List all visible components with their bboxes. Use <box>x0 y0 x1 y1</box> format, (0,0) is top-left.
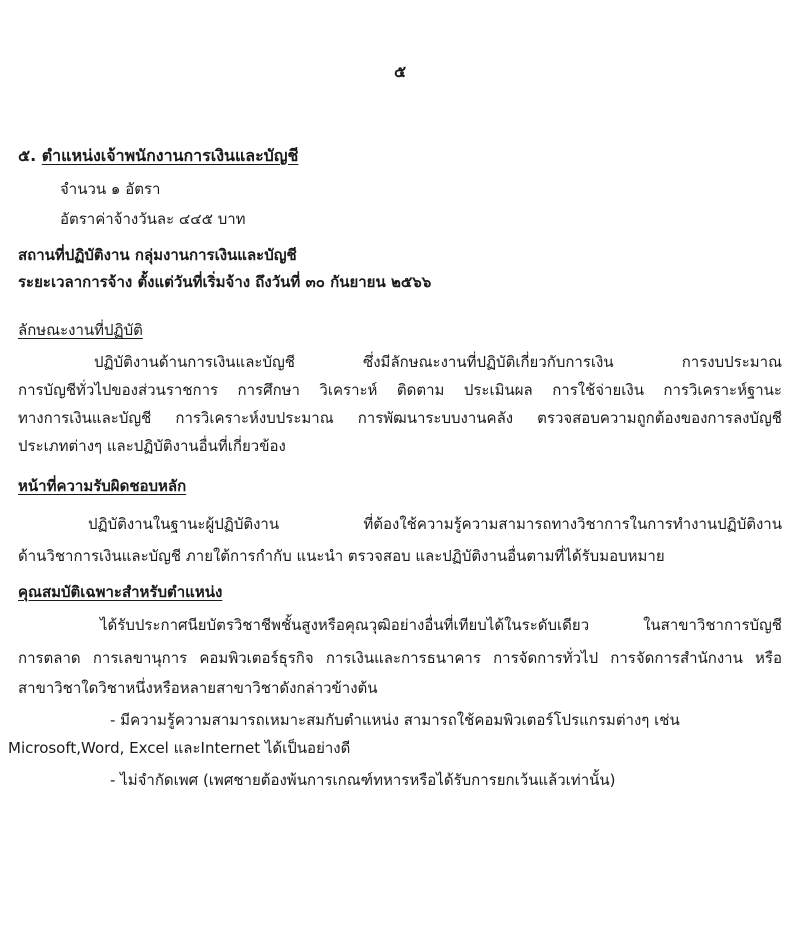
job-nature-heading: ลักษณะงานที่ปฏิบัติ <box>18 321 143 339</box>
qualification-bullet-continuation: Microsoft,Word, Excel และInternet ได้เป็นอย่างดี <box>8 739 351 757</box>
job-nature-line: ประเภทต่างๆ และปฏิบัติงานอื่นที่เกี่ยวข้อง <box>18 437 286 455</box>
position-wage: อัตราค่าจ้างวันละ ๔๔๕ บาท <box>60 210 246 228</box>
position-title: ตำแหน่งเจ้าพนักงานการเงินและบัญชี <box>41 146 299 165</box>
qualification-bullet: - มีความรู้ความสามารถเหมาะสมกับตำแหน่ง สามารถใช้คอมพิวเตอร์โปรแกรมต่างๆ เช่น <box>110 711 680 729</box>
qualification-line: สาขาวิชาใดวิชาหนึ่งหรือหลายสาขาวิชาดังกล่าวข้างต้น <box>18 679 378 697</box>
responsibility-line: ปฏิบัติงานในฐานะผู้ปฏิบัติงาน ที่ต้องใช้ความรู้ความสามารถทางวิชาการในการทำงานปฏิบัติงาน <box>88 515 782 533</box>
qualification-line: ได้รับประกาศนียบัตรวิชาชีพชั้นสูงหรือคุณวุฒิอย่างอื่นที่เทียบได้ในระดับเดียว ในสาขาวิชาการบัญชี <box>100 616 782 634</box>
position-heading <box>18 146 298 166</box>
workplace: สถานที่ปฏิบัติงาน กลุ่มงานการเงินและบัญชี <box>18 246 297 264</box>
job-nature-line: การบัญชีทั่วไปของส่วนราชการ การศึกษา วิเคราะห์ ติดตาม ประเมินผล การใช้จ่ายเงิน การวิเคราะห์ฐานะ <box>18 381 782 399</box>
job-nature-line: ทางการเงินและบัญชี การวิเคราะห์งบประมาณ การพัฒนาระบบงานคลัง ตรวจสอบความถูกต้องของการลงบัญชี <box>18 409 782 427</box>
responsibility-line: ด้านวิชาการเงินและบัญชี ภายใต้การกำกับ แนะนำ ตรวจสอบ และปฏิบัติงานอื่นตามที่ได้รับมอบหมาย <box>18 547 665 565</box>
position-number: ๕. <box>18 146 37 165</box>
responsibilities-heading: หน้าที่ความรับผิดชอบหลัก <box>18 477 187 495</box>
qualifications-heading: คุณสมบัติเฉพาะสำหรับตำแหน่ง <box>18 583 223 601</box>
page-number: ๕ <box>393 62 407 81</box>
employment-period: ระยะเวลาการจ้าง ตั้งแต่วันที่เริ่มจ้าง ถึงวันที่ ๓๐ กันยายน ๒๕๖๖ <box>18 273 432 291</box>
qualification-line: การตลาด การเลขานุการ คอมพิวเตอร์ธุรกิจ การเงินและการธนาคาร การจัดการทั่วไป การจัดการสำนักงาน หรือ <box>18 649 782 667</box>
qualification-bullet: - ไม่จำกัดเพศ (เพศชายต้องพ้นการเกณฑ์ทหารหรือได้รับการยกเว้นแล้วเท่านั้น) <box>110 771 616 789</box>
job-nature-line: ปฏิบัติงานด้านการเงินและบัญชี ซึ่งมีลักษณะงานที่ปฏิบัติเกี่ยวกับการเงิน การงบประมาณ <box>94 353 782 371</box>
position-count: จำนวน ๑ อัตรา <box>60 180 161 198</box>
